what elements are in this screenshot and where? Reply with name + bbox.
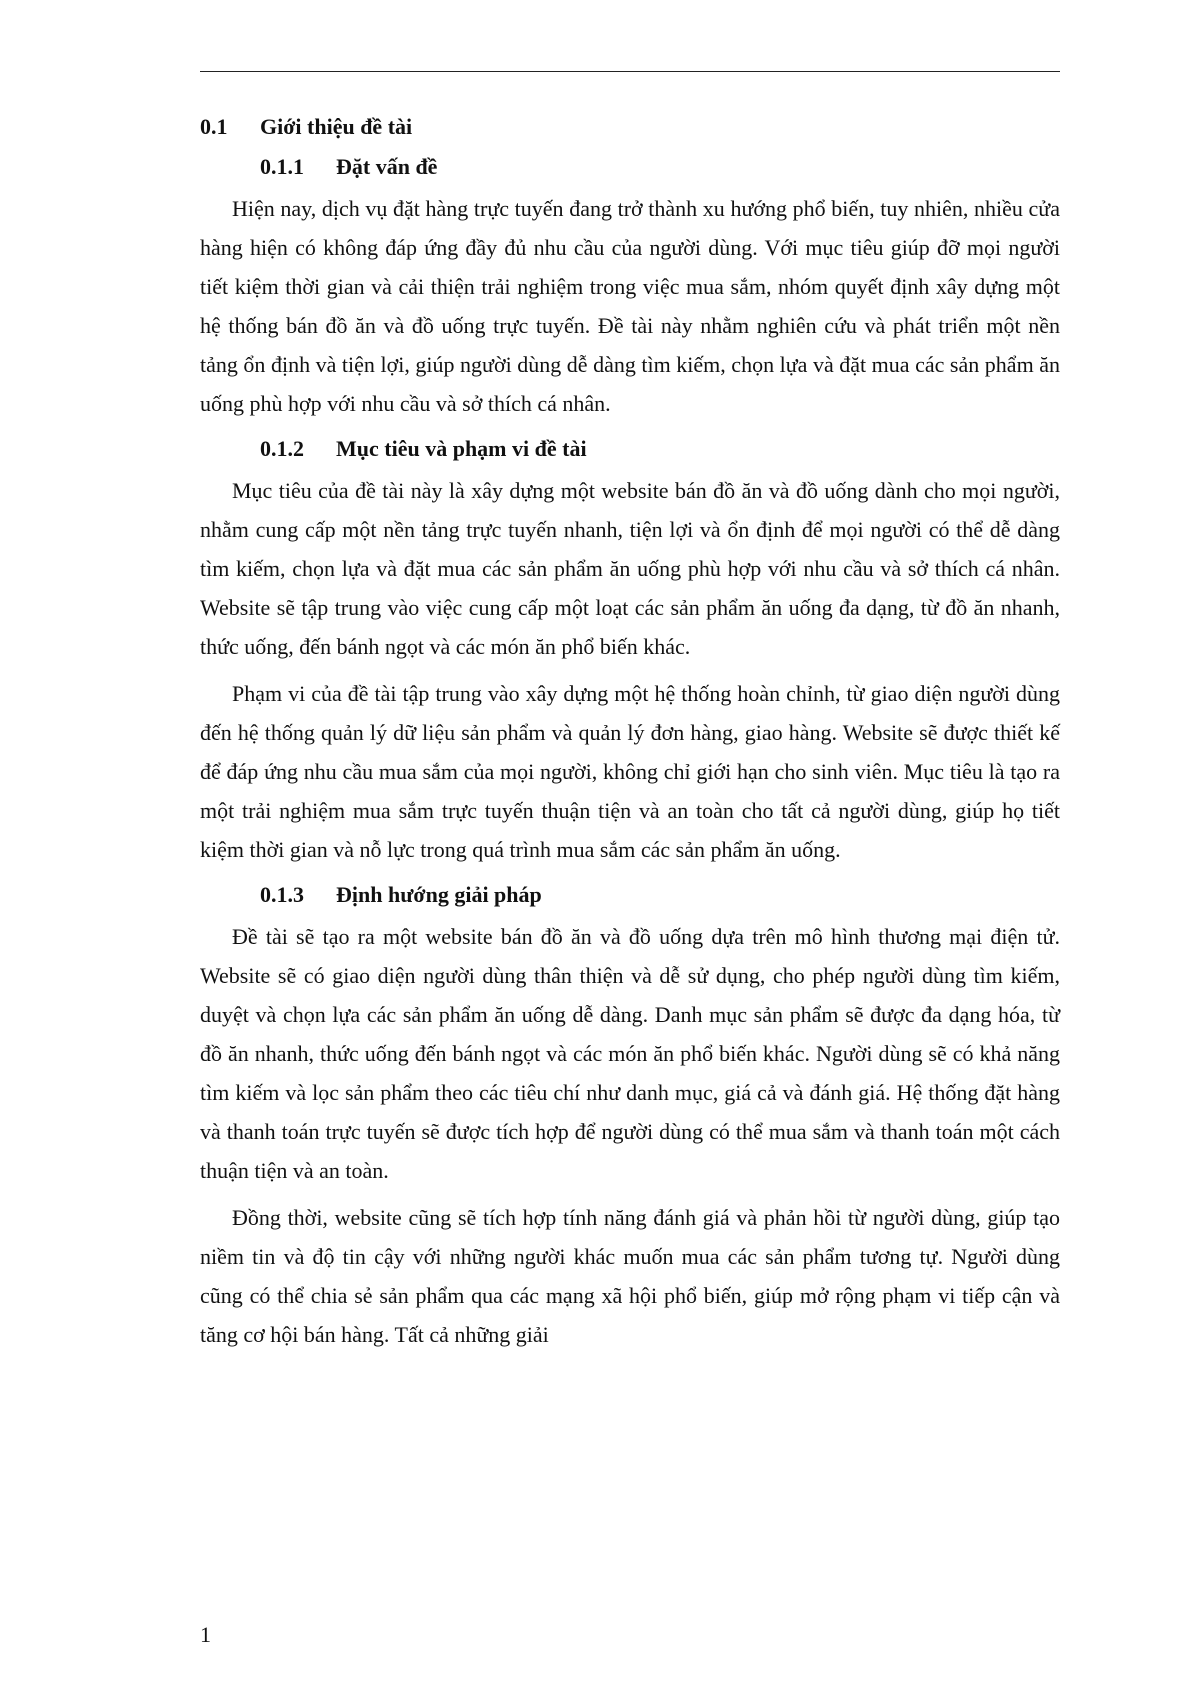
subsection-title-2: Mục tiêu và phạm vi đề tài: [336, 436, 587, 461]
subsection-number-2: 0.1.2: [260, 436, 304, 461]
subsection-number-1: 0.1.1: [260, 154, 304, 179]
subsection-heading-1: [200, 149, 1060, 185]
paragraph-5: Đồng thời, website cũng sẽ tích hợp tính năng đánh giá và phản hồi từ người dùng, giúp tạo niềm tin và độ tin cậy với những người khác muốn mua các sản phẩm tương tự. Người dùng cũng có thể chia sẻ sản phẩm qua các mạng xã hội phổ biến, giúp mở rộng phạm vi tiếp cận và tăng cơ hội bán hàng. Tất cả những giải: [200, 1205, 1060, 1347]
page-content: [200, 109, 1060, 1354]
subsection-number-3: 0.1.3: [260, 882, 304, 907]
subsection-title-3: Định hướng giải pháp: [336, 882, 542, 907]
section-heading: [200, 109, 1060, 145]
paragraph-1: Hiện nay, dịch vụ đặt hàng trực tuyến đang trở thành xu hướng phổ biến, tuy nhiên, nhiều cửa hàng hiện có không đáp ứng đầy đủ nhu cầu của người dùng. Với mục tiêu giúp đỡ mọi người tiết kiệm thời gian và cải thiện trải nghiệm trong việc mua sắm, nhóm quyết định xây dựng một hệ thống bán đồ ăn và đồ uống trực tuyến. Đề tài này nhằm nghiên cứu và phát triển một nền tảng ổn định và tiện lợi, giúp người dùng dễ dàng tìm kiếm, chọn lựa và đặt mua các sản phẩm ăn uống phù hợp với nhu cầu và sở thích cá nhân.: [200, 196, 1060, 416]
subsection-title-1: Đặt vấn đề: [336, 154, 438, 179]
subsection-heading-3: [200, 877, 1060, 913]
page-number: 1: [200, 1622, 211, 1647]
header-rule: [200, 71, 1060, 72]
section-title: Giới thiệu đề tài: [260, 114, 413, 139]
paragraph-4: Đề tài sẽ tạo ra một website bán đồ ăn và đồ uống dựa trên mô hình thương mại điện tử. Website sẽ có giao diện người dùng thân thiện và dễ sử dụng, cho phép người dùng tìm kiếm, duyệt và chọn lựa các sản phẩm ăn uống dễ dàng. Danh mục sản phẩm sẽ được đa dạng hóa, từ đồ ăn nhanh, thức uống đến bánh ngọt và các món ăn phổ biến khác. Người dùng sẽ có khả năng tìm kiếm và lọc sản phẩm theo các tiêu chí như danh mục, giá cả và đánh giá. Hệ thống đặt hàng và thanh toán trực tuyến sẽ được tích hợp để người dùng có thể mua sắm và thanh toán một cách thuận tiện và an toàn.: [200, 924, 1060, 1183]
section-number: 0.1: [200, 114, 228, 139]
paragraph-3: Phạm vi của đề tài tập trung vào xây dựng một hệ thống hoàn chỉnh, từ giao diện người dùng đến hệ thống quản lý dữ liệu sản phẩm và quản lý đơn hàng, giao hàng. Website sẽ được thiết kế để đáp ứng nhu cầu mua sắm của mọi người, không chỉ giới hạn cho sinh viên. Mục tiêu là tạo ra một trải nghiệm mua sắm trực tuyến thuận tiện và an toàn cho tất cả người dùng, giúp họ tiết kiệm thời gian và nỗ lực trong quá trình mua sắm các sản phẩm ăn uống.: [200, 681, 1060, 862]
paragraph-2: Mục tiêu của đề tài này là xây dựng một website bán đồ ăn và đồ uống dành cho mọi người, nhằm cung cấp một nền tảng trực tuyến nhanh, tiện lợi và ổn định để mọi người có thể dễ dàng tìm kiếm, chọn lựa và đặt mua các sản phẩm ăn uống phù hợp với nhu cầu và sở thích cá nhân. Website sẽ tập trung vào việc cung cấp một loạt các sản phẩm ăn uống đa dạng, từ đồ ăn nhanh, thức uống, đến bánh ngọt và các món ăn phổ biến khác.: [200, 478, 1060, 659]
subsection-heading-2: [200, 431, 1060, 467]
